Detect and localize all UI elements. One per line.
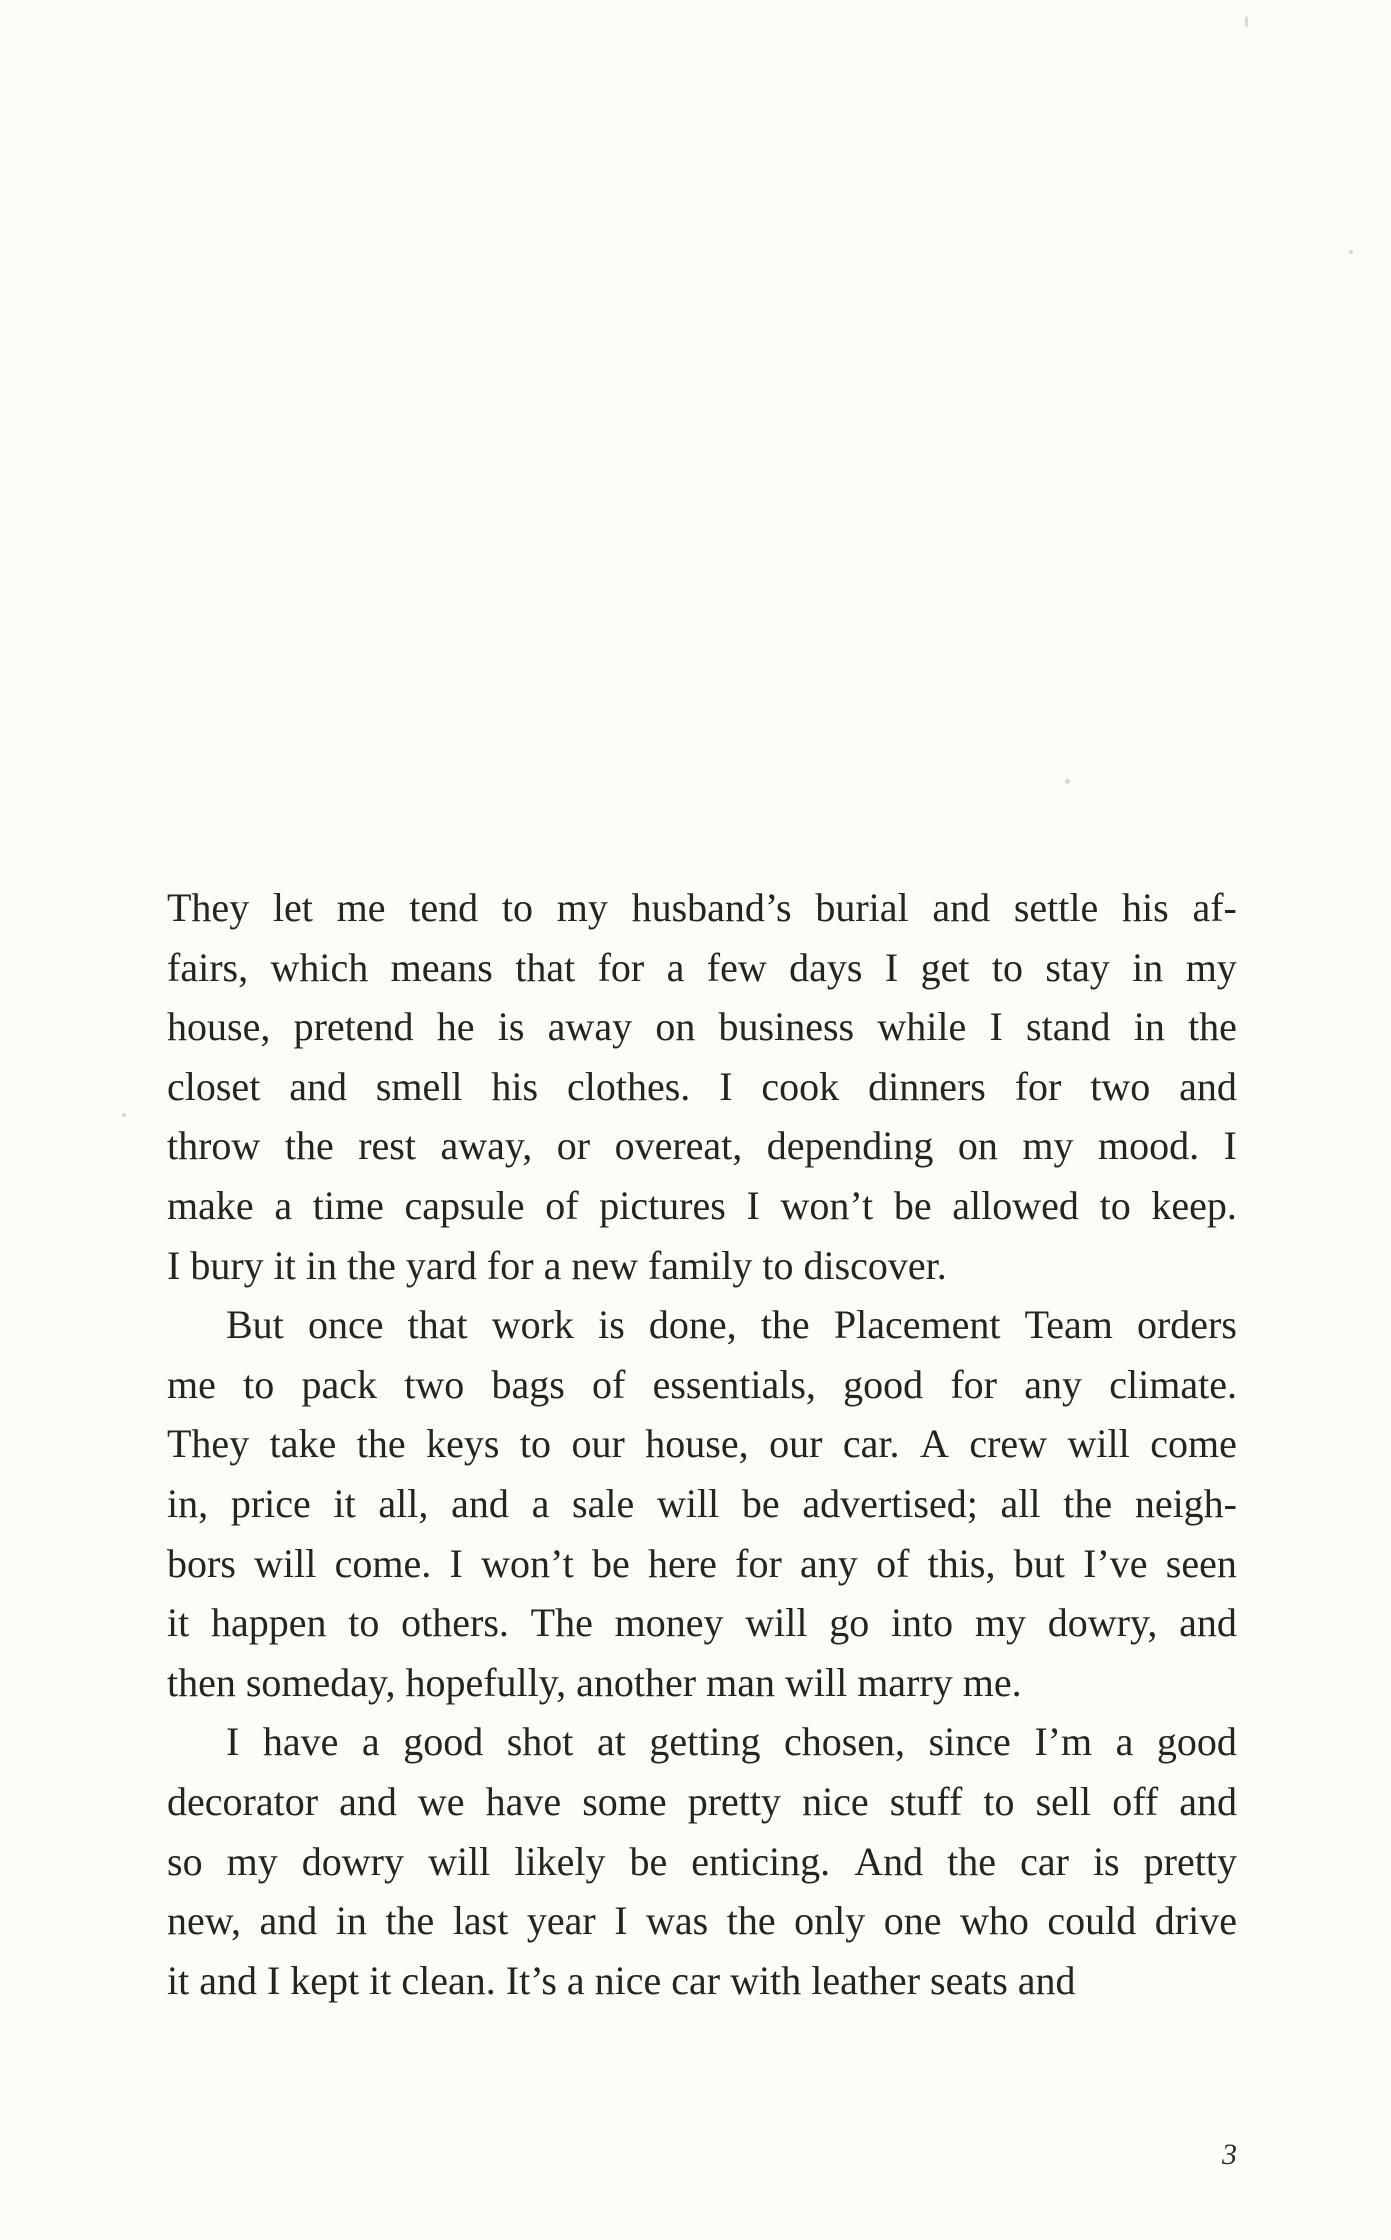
text-line: me to pack two bags of essentials, good for any climate.: [167, 1361, 1237, 1407]
paper-speck: [122, 1113, 126, 1117]
text-line: They take the keys to our house, our car. A crew will come: [167, 1421, 1237, 1467]
text-line: it and I kept it clean. It’s a nice car with leather seats and: [167, 1957, 1076, 2003]
paper-speck: [1245, 16, 1248, 28]
text-line: bors will come. I won’t be here for any of this, but I’ve seen: [167, 1540, 1237, 1586]
text-line: fairs, which means that for a few days I get to stay in my: [167, 944, 1237, 990]
text-line: decorator and we have some pretty nice stuff to sell off and: [167, 1778, 1237, 1824]
text-line: it happen to others. The money will go into my dowry, and: [167, 1600, 1237, 1646]
text-line: in, price it all, and a sale will be advertised; all the neigh-: [167, 1480, 1237, 1526]
text-line: so my dowry will likely be enticing. And the car is pretty: [167, 1838, 1237, 1884]
text-line: then someday, hopefully, another man will marry me.: [167, 1659, 1022, 1705]
paper-speck: [1349, 250, 1353, 254]
body-text: [167, 878, 1237, 2010]
paper-speck: [1065, 779, 1070, 784]
text-line: new, and in the last year I was the only one who could drive: [167, 1898, 1237, 1944]
text-line: closet and smell his clothes. I cook dinners for two and: [167, 1063, 1237, 1109]
text-line: house, pretend he is away on business while I stand in the: [167, 1004, 1237, 1050]
paragraph: [167, 1295, 1237, 1712]
text-line: But once that work is done, the Placement Team orders: [226, 1302, 1237, 1348]
text-line: They let me tend to my husband’s burial and settle his af-: [167, 885, 1237, 930]
text-line: I bury it in the yard for a new family to discover.: [167, 1242, 947, 1288]
page-number: 3: [1222, 2138, 1237, 2171]
text-line: make a time capsule of pictures I won’t be allowed to keep.: [167, 1182, 1237, 1228]
text-line: throw the rest away, or overeat, depending on my mood. I: [167, 1123, 1237, 1169]
text-line: I have a good shot at getting chosen, since I’m a good: [226, 1719, 1237, 1765]
paragraph: [167, 878, 1237, 1295]
paragraph: [167, 1712, 1237, 2010]
